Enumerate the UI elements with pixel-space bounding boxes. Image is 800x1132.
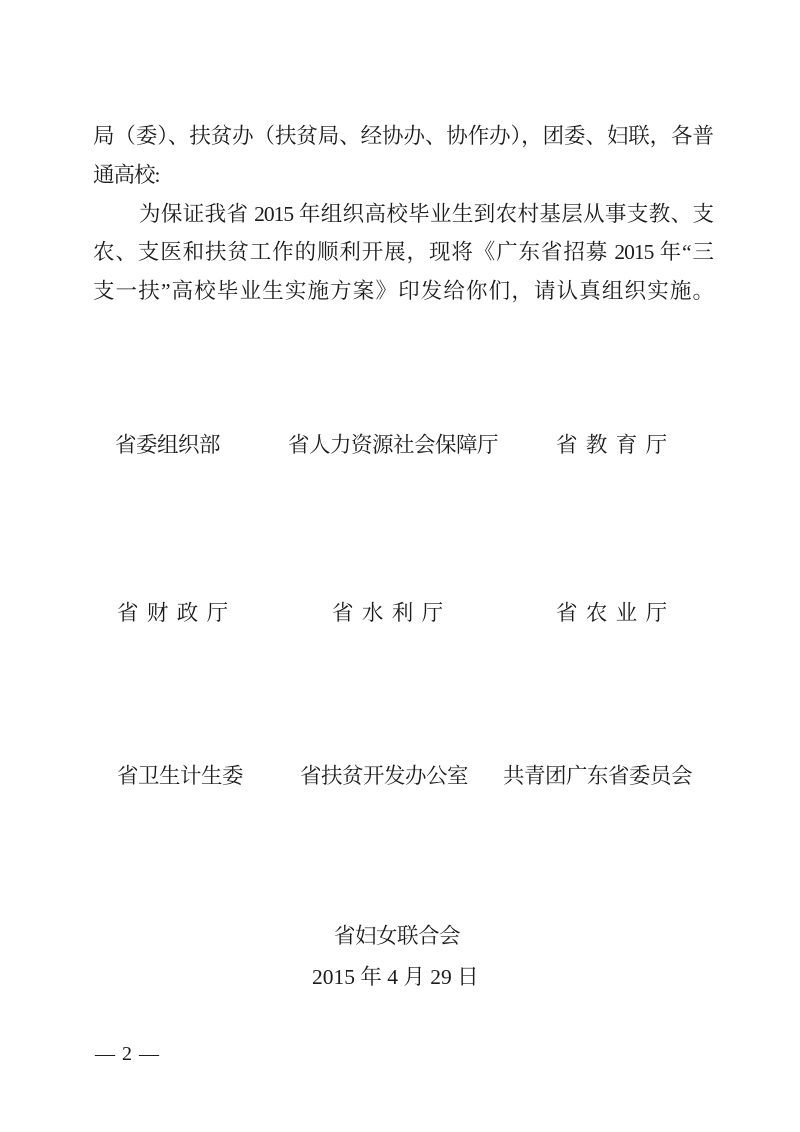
page-number: — 2 — — [95, 1043, 160, 1065]
signature-finance: 省 财 政 厅 — [117, 601, 228, 625]
signature-agriculture: 省 农 业 厅 — [556, 601, 667, 625]
signature-womens-federation: 省妇女联合会 — [334, 924, 461, 948]
document-body — [93, 117, 713, 311]
document-date: 2015 年 4 月 29 日 — [312, 965, 479, 989]
signature-youth-league: 共青团广东省委员会 — [503, 764, 693, 788]
body-line-main-1: 为保证我省 2015 年组织高校毕业生到农村基层从事支教、支 — [139, 201, 713, 226]
body-line-main-2: 农、支医和扶贫工作的顺利开展，现将《广东省招募 2015 年“三 — [93, 240, 713, 265]
body-line-recipients-2: 通高校: — [93, 162, 160, 187]
body-line-main-3: 支一扶”高校毕业生实施方案》印发给你们，请认真组织实施。 — [93, 279, 713, 304]
signature-hr-social-security: 省人力资源社会保障厅 — [288, 433, 499, 457]
signature-water: 省 水 利 厅 — [332, 601, 443, 625]
signature-org-committee: 省委组织部 — [115, 433, 221, 457]
signature-health: 省卫生计生委 — [117, 764, 244, 788]
signature-poverty-alleviation: 省扶贫开发办公室 — [300, 764, 469, 788]
body-line-recipients-1: 局（委）、扶贫办（扶贫局、经协办、协作办），团委、妇联，各普 — [93, 124, 713, 148]
signature-education: 省 教 育 厅 — [556, 433, 667, 457]
